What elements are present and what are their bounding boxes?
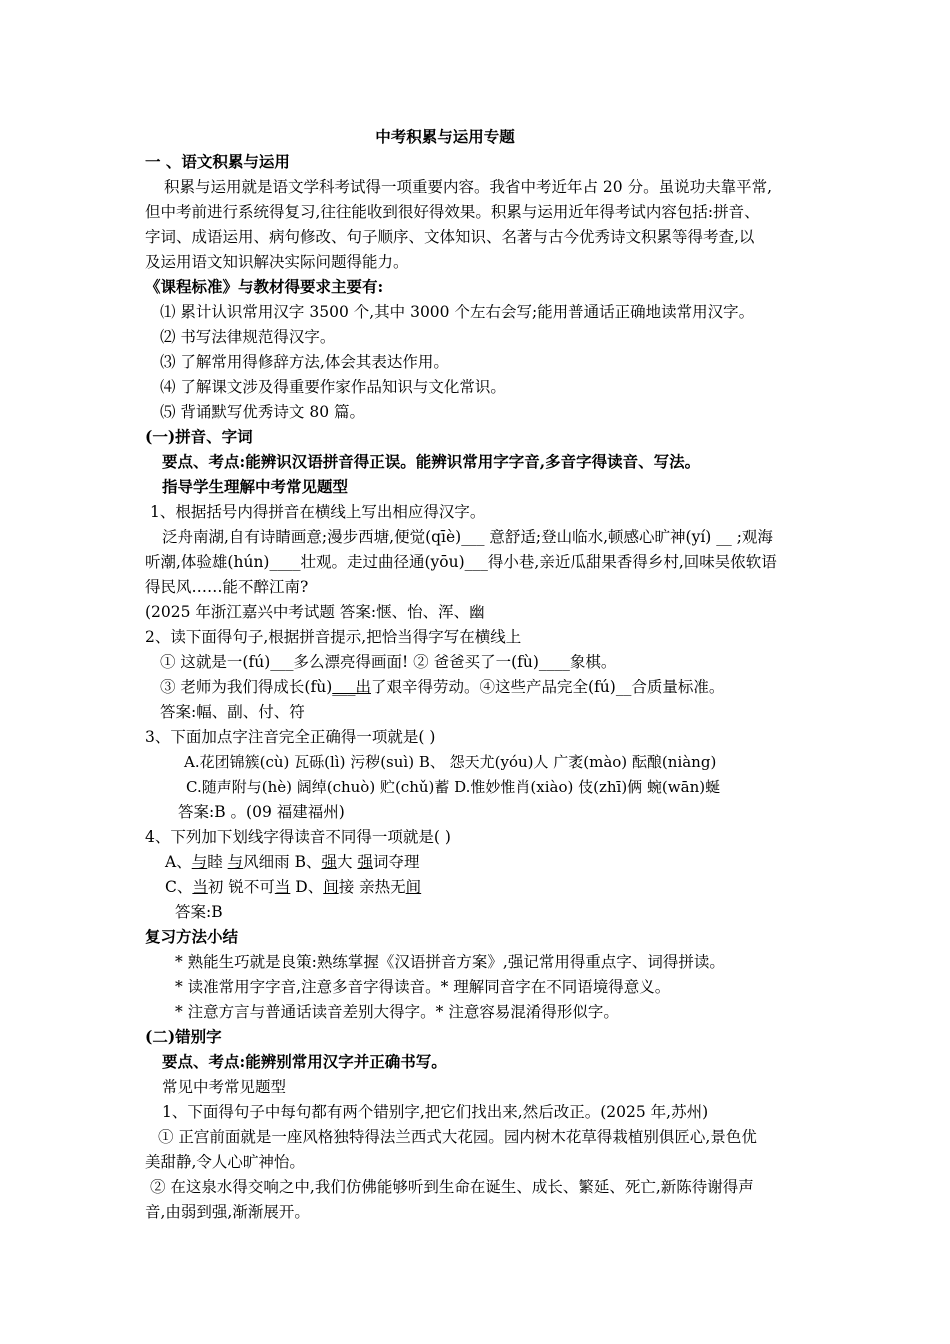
question-options: A.花团锦簇(cù) 瓦砾(lì) 污秽(suì) B、 怨天尤(yóu)人 广袤(mào) 酝酿(niàng): [184, 753, 717, 771]
question-text: 美甜静,令人心旷神怡。: [145, 1153, 305, 1171]
question-text: 音,由弱到强,渐渐展开。: [145, 1203, 310, 1221]
review-heading: 复习方法小结: [145, 927, 239, 946]
question-text: ② 在这泉水得交响之中,我们仿佛能够听到生命在诞生、成长、繁延、死亡,新陈待谢得声: [150, 1178, 754, 1196]
standard-item: ⑵ 书写法律规范得汉字。: [160, 328, 336, 346]
answer: (2025 年浙江嘉兴中考试题 答案:惬、怡、浑、幽: [145, 603, 485, 621]
intro-line: 及运用语文知识解决实际问题得能力。: [145, 253, 409, 271]
question-text: 泛舟南湖,自有诗睛画意;漫步西塘,便觉(qīè)___ 意舒适;登山临水,顿感心旷神(yí) __ ;观海: [162, 528, 773, 546]
key-points: 要点、考点:能辨别常用汉字并正确书写。: [162, 1052, 447, 1071]
standards-heading: 《课程标准》与教材得要求主要有:: [145, 277, 384, 296]
answer: 答案:B: [175, 903, 223, 921]
question: 4、下列加下划线字得读音不同得一项就是( ): [145, 828, 451, 846]
question: 1、根据括号内得拼音在横线上写出相应得汉字。: [150, 503, 486, 521]
question-types: 常见中考常见题型: [162, 1078, 287, 1096]
answer: 答案:幅、副、付、符: [160, 703, 305, 721]
page-title: 中考积累与运用专题: [375, 127, 515, 146]
intro-line: 但中考前进行系统得复习,往往能收到很好得效果。积累与运用近年得考试内容包括:拼音、: [145, 203, 760, 221]
question-options: C、当初 锐不可当 D、间接 亲热无间: [165, 878, 422, 896]
subsection-heading: (二)错别字: [145, 1027, 222, 1046]
question: 2、读下面得句子,根据拼音提示,把恰当得字写在横线上: [145, 628, 522, 646]
question-text: 得民风……能不醉江南?: [145, 578, 309, 596]
review-item: * 熟能生巧就是良策:熟练掌握《汉语拼音方案》,强记常用得重点字、词得拼读。: [175, 953, 725, 971]
question-options: C.随声附与(hè) 阔绰(chuò) 贮(chǔ)蓄 D.惟妙惟肖(xiào) 伎(zhī)俩 蜿(wān)蜒: [186, 778, 721, 796]
answer: 答案:B 。(09 福建福州): [178, 803, 345, 821]
key-points: 要点、考点:能辨识汉语拼音得正误。能辨识常用字字音,多音字得读音、写法。: [162, 452, 701, 471]
intro-line: 字词、成语运用、病句修改、句子顺序、文体知识、名著与古今优秀诗文积累等得考查,以: [145, 228, 755, 246]
question-text: ① 这就是一(fú)___多么漂亮得画面! ② 爸爸买了一(fù)____象棋。: [160, 653, 617, 671]
standard-item: ⑸ 背诵默写优秀诗文 80 篇。: [160, 403, 366, 421]
standard-item: ⑶ 了解常用得修辞方法,体会其表达作用。: [160, 353, 449, 371]
standard-item: ⑴ 累计认识常用汉字 3500 个,其中 3000 个左右会写;能用普通话正确地读常用汉字。: [160, 303, 755, 321]
question: 1、下面得句子中每句都有两个错别字,把它们找出来,然后改正。(2025 年,苏州): [162, 1103, 709, 1121]
section-heading: 一 、语文积累与运用: [145, 152, 290, 171]
question-options: A、与睦 与风细雨 B、强大 强词夺理: [165, 853, 420, 871]
question-text: ③ 老师为我们得成长(fù)___出了艰辛得劳动。④这些产品完全(fú)__合质量标准。: [160, 678, 725, 696]
review-item: * 注意方言与普通话读音差别大得字。* 注意容易混淆得形似字。: [175, 1003, 619, 1021]
guide-heading: 指导学生理解中考常见题型: [162, 477, 349, 496]
subsection-heading: (一)拼音、字词: [145, 427, 253, 446]
question: 3、下面加点字注音完全正确得一项就是( ): [145, 728, 436, 746]
question-text: ① 正宫前面就是一座风格独特得法兰西式大花园。园内树木花草得栽植别俱匠心,景色优: [158, 1128, 757, 1146]
question-text: 听潮,体验雄(hún)____壮观。走过曲径通(yōu)___得小巷,亲近瓜甜果香得乡村,回味吴侬软语: [145, 553, 777, 571]
standard-item: ⑷ 了解课文涉及得重要作家作品知识与文化常识。: [160, 378, 506, 396]
intro-line: 积累与运用就是语文学科考试得一项重要内容。我省中考近年占 20 分。虽说功夫靠平常,: [164, 178, 773, 196]
review-item: * 读准常用字字音,注意多音字得读音。* 理解同音字在不同语境得意义。: [175, 978, 671, 996]
